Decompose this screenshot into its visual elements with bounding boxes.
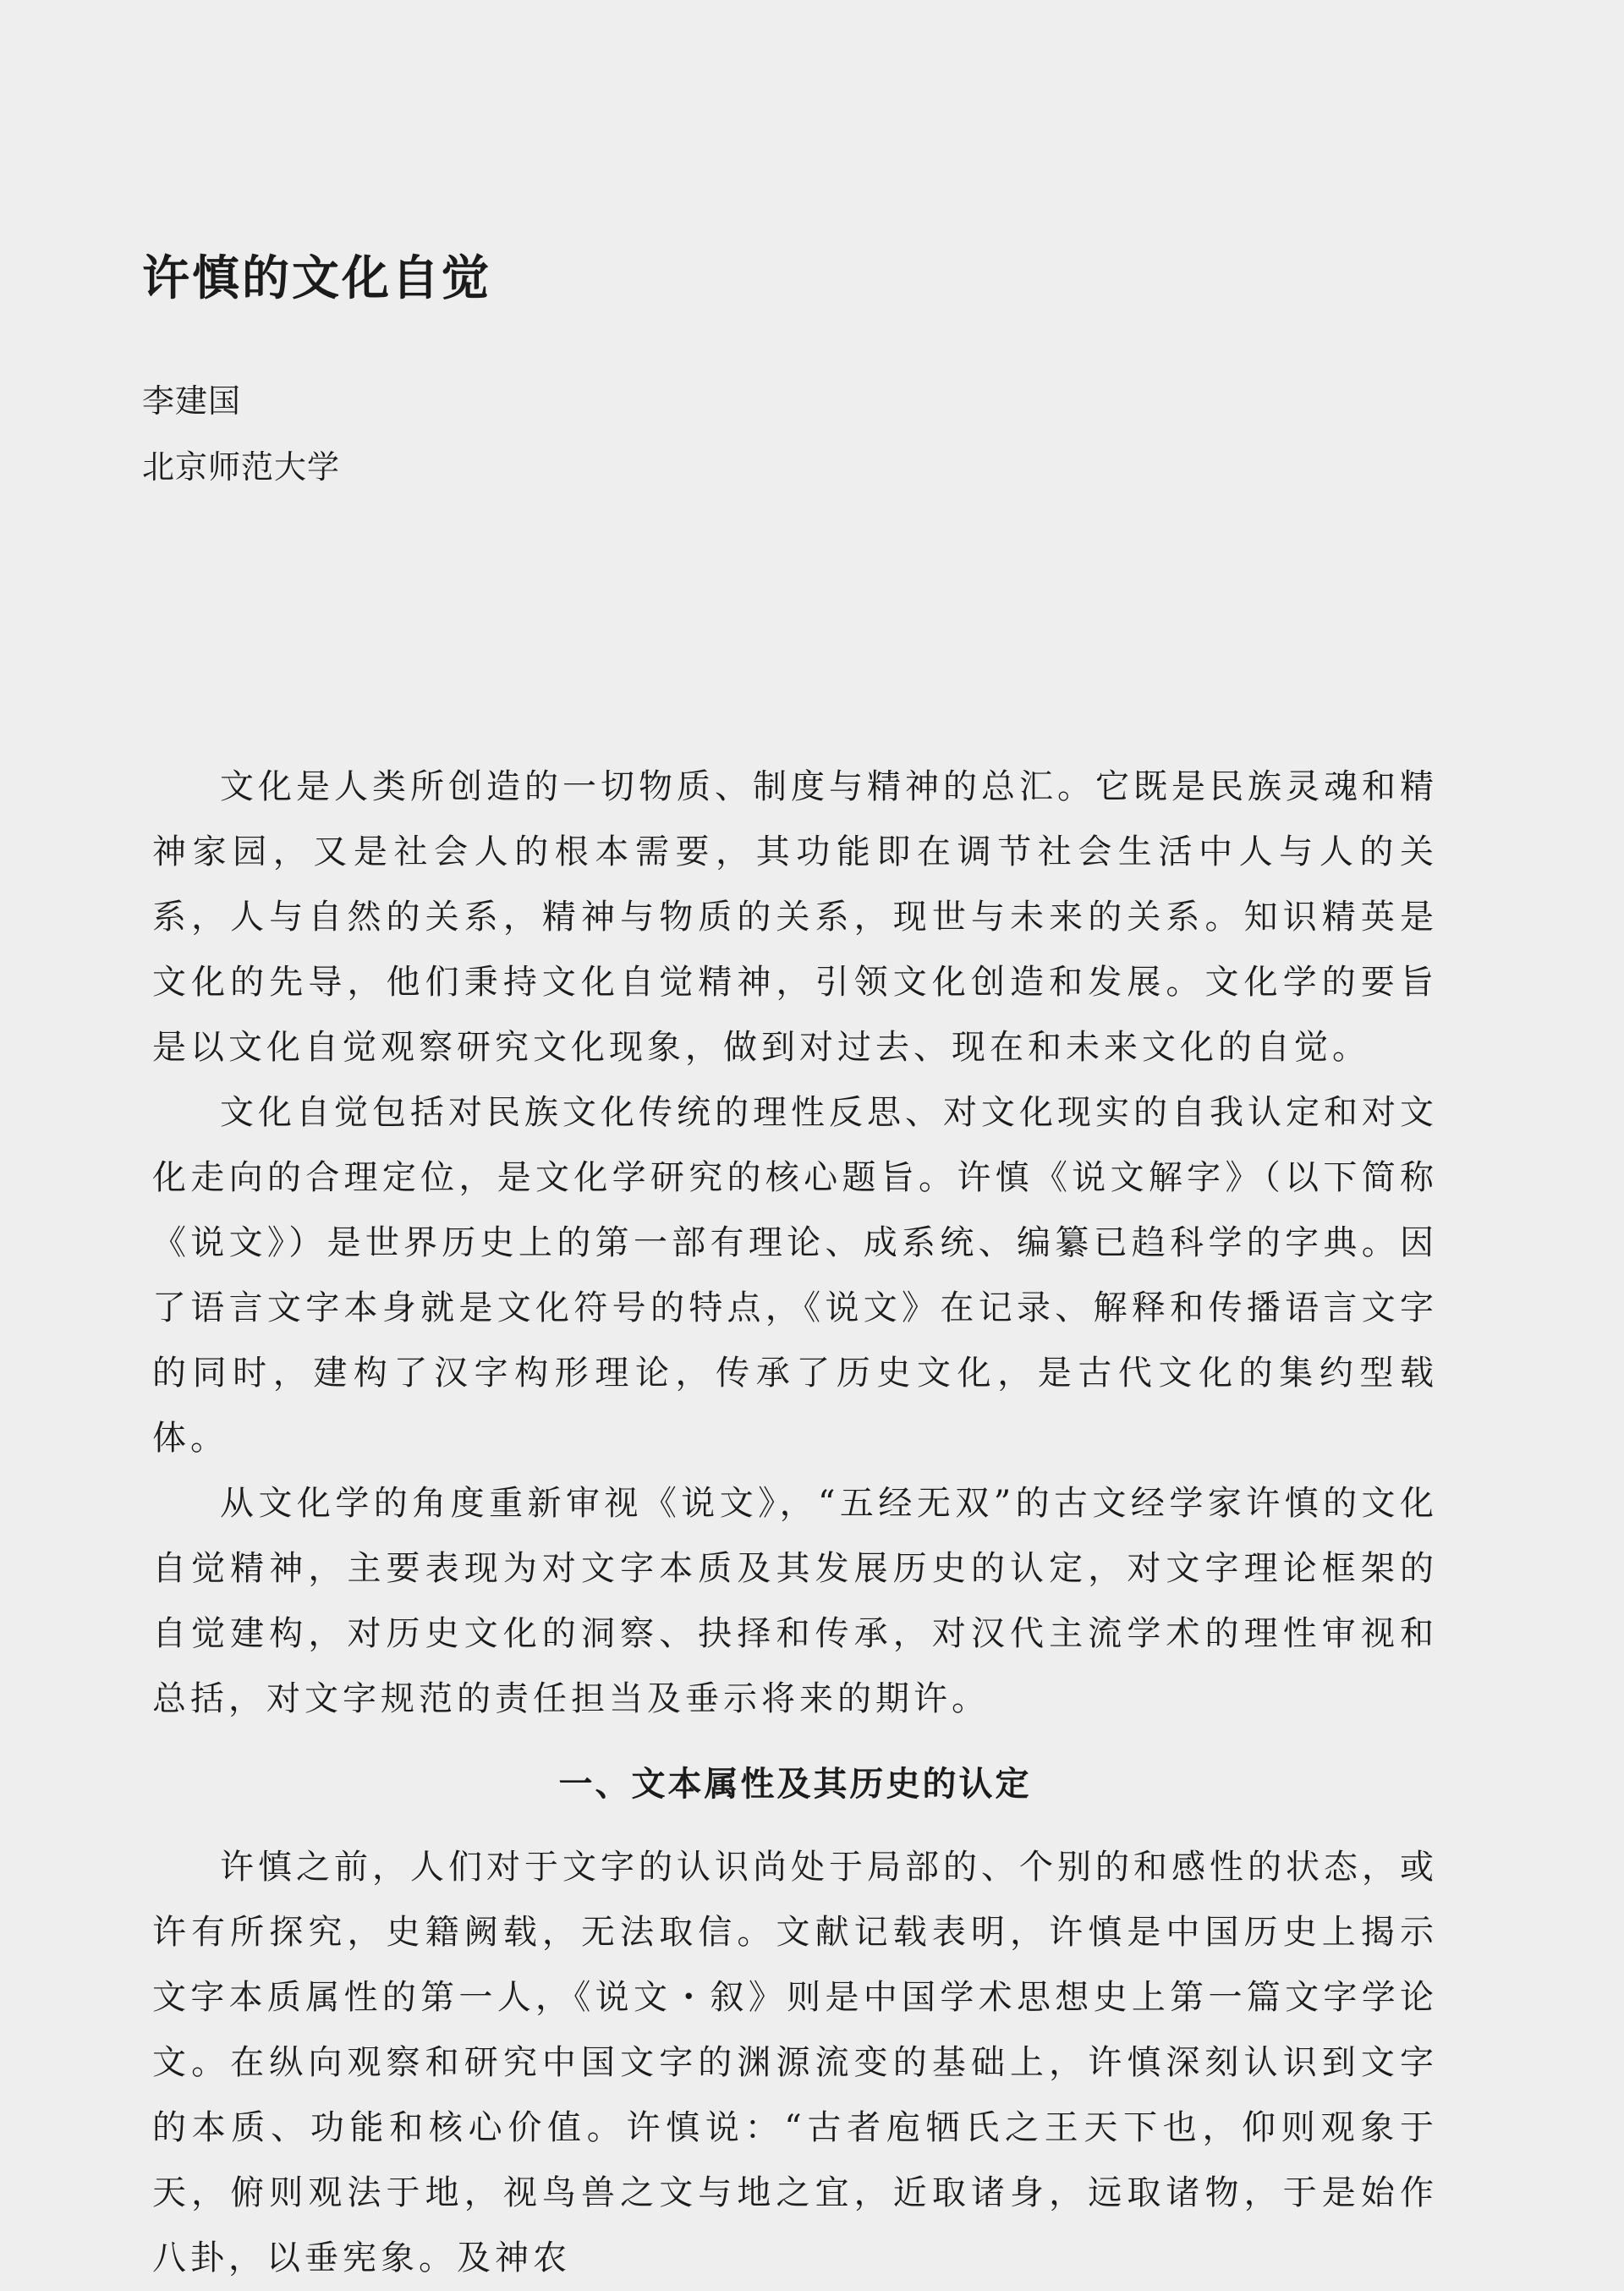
intro-paragraph-1: 文化是人类所创造的一切物质、制度与精神的总汇。它既是民族灵魂和精神家园，又是社会人的根本需要，其功能即在调节社会生活中人与人的关系，人与自然的关系，精神与物质的关系，现世与未来的关系。知识精英是文化的先导，他们秉持文化自觉精神，引领文化创造和发展。文化学的要旨是以文化自觉观察研究文化现象，做到对过去、现在和未来文化的自觉。 [152, 767, 1438, 1067]
author-affiliation: 北京师范大学 [142, 448, 341, 486]
intro-paragraph-2: 文化自觉包括对民族文化传统的理性反思、对文化现实的自我认定和对文化走向的合理定位，是文化学研究的核心题旨。许慎《说文解字》（以下简称《说文》）是世界历史上的第一部有理论、成系统、编纂已趋科学的字典。因了语言文字本身就是文化符号的特点，《说文》在记录、解释和传播语言文字的同时，建构了汉字构形理论，传承了历史文化，是古代文化的集约型载体。 [152, 1093, 1438, 1458]
author-name: 李建国 [142, 382, 242, 420]
article-body [152, 755, 1438, 2291]
section-heading: 一、文本属性及其历史的认定 [558, 1765, 1032, 1804]
article-title: 许慎的文化自觉 [142, 251, 491, 306]
section-1-paragraph-1: 许慎之前，人们对于文字的认识尚处于局部的、个别的和感性的状态，或许有所探究，史籍阙载，无法取信。文献记载表明，许慎是中国历史上揭示文字本质属性的第一人，《说文・叙》则是中国学术思想史上第一篇文字学论文。在纵向观察和研究中国文字的渊源流变的基础上，许慎深刻认识到文字的本质、功能和核心价值。许慎说：“古者庖牺氏之王天下也，仰则观象于天，俯则观法于地，视鸟兽之文与地之宜，近取诸身，远取诸物，于是始作八卦，以垂宪象。及神农 [152, 1848, 1438, 2277]
intro-paragraph-3: 从文化学的角度重新审视《说文》，“五经无双”的古文经学家许慎的文化自觉精神，主要表现为对文字本质及其发展历史的认定，对文字理论框架的自觉建构，对历史文化的洞察、抉择和传承，对汉代主流学术的理性审视和总括，对文字规范的责任担当及垂示将来的期许。 [152, 1484, 1438, 1718]
